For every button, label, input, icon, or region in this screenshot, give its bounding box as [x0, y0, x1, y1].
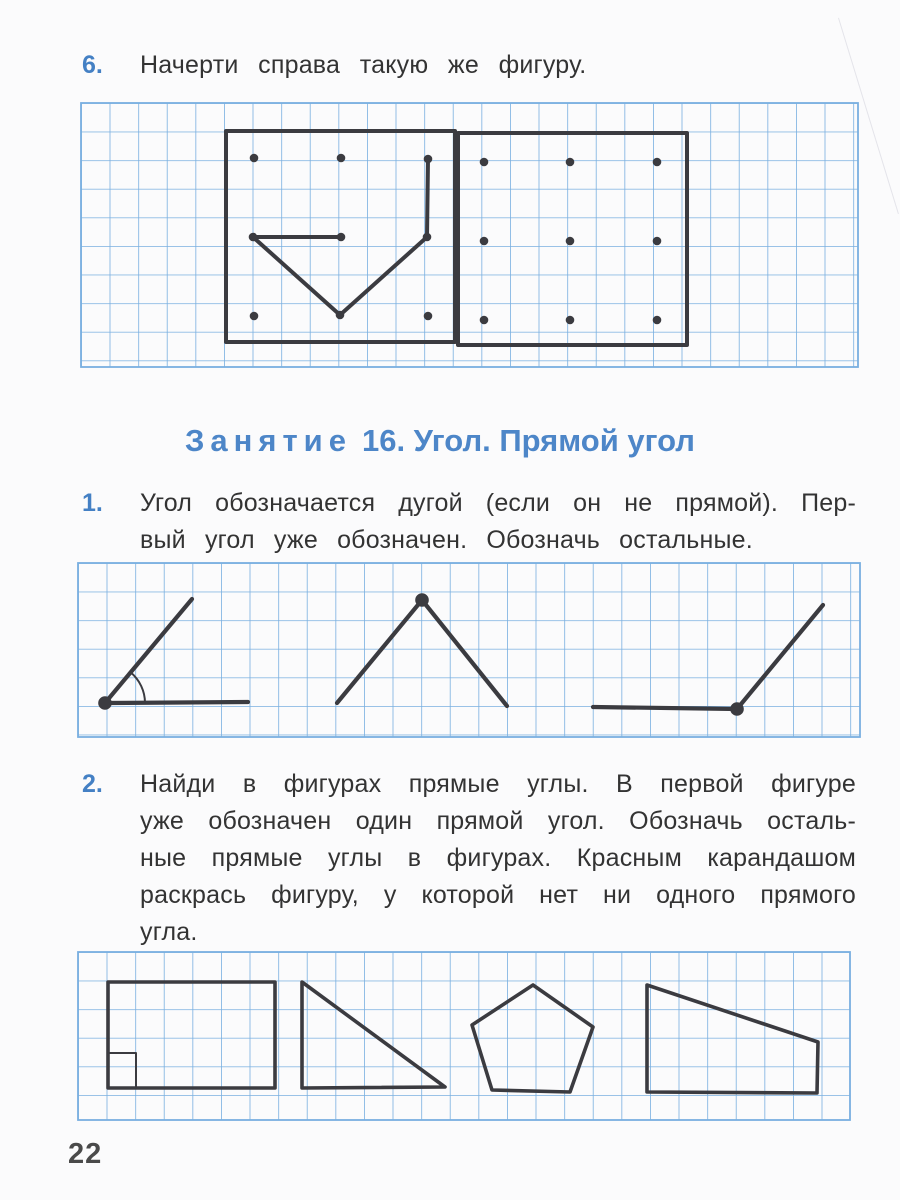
grid-dot [730, 702, 744, 716]
text-line: уже обозначен один прямой угол. Обозначь осталь- [140, 807, 856, 835]
exercise-6-number: 6. [82, 51, 103, 79]
grid-dot [653, 158, 662, 167]
lesson-heading-word: Занятие [185, 423, 352, 458]
grid-dot [653, 316, 662, 325]
grid-dot [566, 316, 575, 325]
grid-dot [566, 237, 575, 246]
grid-dot [424, 312, 433, 321]
text-line: угла. [140, 918, 198, 946]
text-line: Найди в фигурах прямые углы. В первой фигуре [140, 770, 856, 798]
lesson-heading [0, 421, 880, 461]
exercise-1-number: 1. [82, 489, 103, 517]
exercise-2-number: 2. [82, 770, 103, 798]
grid-dot [480, 158, 489, 167]
exercise-1-text [140, 485, 856, 559]
exercise-1 [82, 485, 856, 559]
grid-dot [98, 696, 112, 710]
copy-figure-grid [81, 103, 858, 367]
text-line: раскрась фигуру, у которой нет ни одного прямого [140, 881, 856, 909]
text-line: Угол обозначается дугой (если он не прямой). Пер- [140, 489, 856, 517]
shapes-grid [78, 952, 850, 1120]
grid-dot [337, 233, 346, 242]
copy-figure-grid-paper [81, 103, 858, 367]
exercise-2 [82, 766, 856, 951]
grid-dot [250, 154, 259, 163]
angles-grid [78, 563, 860, 737]
exercise-6-text: Начерти справа такую же фигуру. [140, 51, 587, 79]
grid-dot [249, 233, 258, 242]
page-number: 22 [68, 1138, 103, 1170]
grid-dot [480, 237, 489, 246]
grid-dot [566, 158, 575, 167]
grid-dot [423, 233, 432, 242]
exercise-6 [82, 47, 856, 84]
shapes-grid-paper [78, 952, 850, 1120]
lesson-heading-rest: 16. Угол. Прямой угол [361, 423, 695, 458]
grid-dot [480, 316, 489, 325]
grid-dot [415, 593, 429, 607]
grid-dot [250, 312, 259, 321]
exercise-2-text [140, 766, 856, 951]
grid-dot [337, 154, 346, 163]
grid-dot [653, 237, 662, 246]
text-line: вый угол уже обозначен. Обозначь остальные. [140, 526, 753, 554]
text-line: ные прямые углы в фигурах. Красным карандашом [140, 844, 856, 872]
grid-dot [336, 311, 345, 320]
grid-dot [424, 155, 433, 164]
